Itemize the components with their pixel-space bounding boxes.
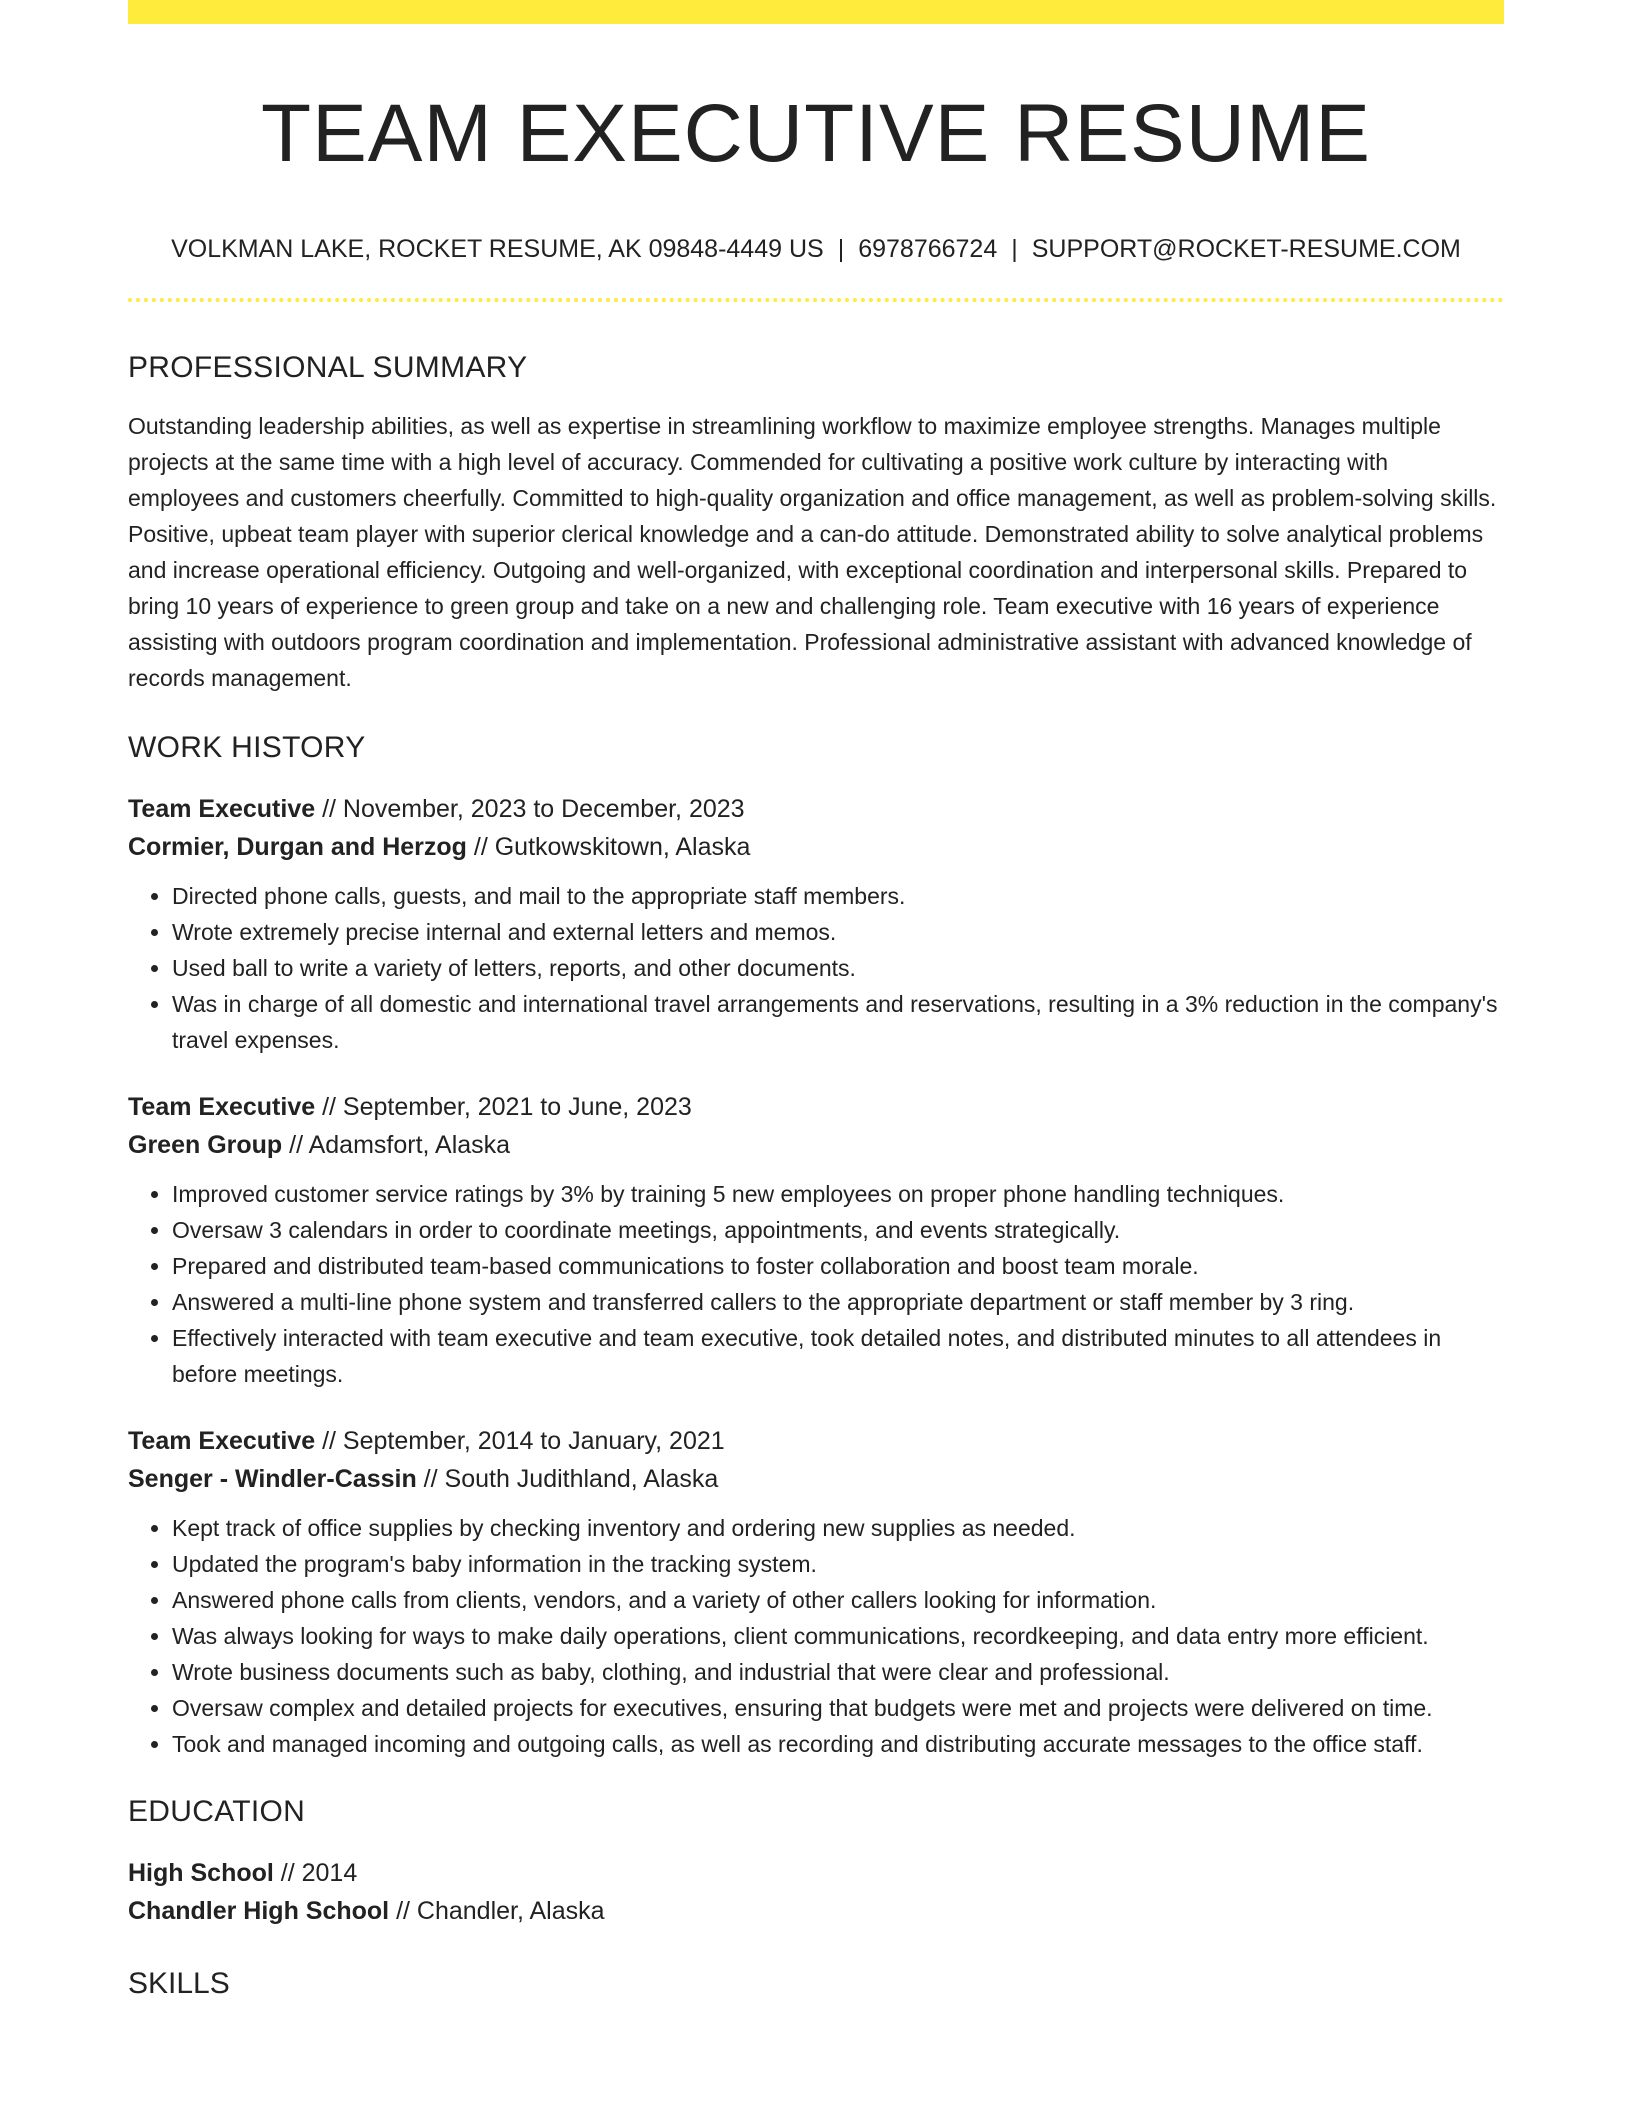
list-item: • Directed phone calls, guests, and mail to the appropriate staff members. [172, 878, 1504, 914]
summary-text: Outstanding leadership abilities, as well as expertise in streamlining workflow to maximize employee strengths. Manages multiple projects at the same time with a high level of accuracy. Commended for cultivating a positive work culture by interacting with employees and customers cheerfully. Committed to high-quality organization and office management, as well as problem-solving skills. Positive, upbeat team player with superior clerical knowledge and a can-do attitude. Demonstrated ability to solve analytical problems and increase operational efficiency. Outgoing and well-organized, with exceptional coordination and interpersonal skills. Prepared to bring 10 years of experience to green group and take on a new and challenging role. Team executive with 16 years of experience assisting with outdoors program coordination and implementation. Professional administrative assistant with advanced knowledge of records management. [128, 413, 1497, 691]
education-entry [128, 1854, 1504, 1930]
job-role-line [128, 1088, 1504, 1126]
job-dates: // November, 2023 to December, 2023 [315, 795, 745, 823]
resume-page [128, 0, 1504, 2004]
list-item: • Kept track of office supplies by checking inventory and ordering new supplies as needed. [172, 1510, 1504, 1546]
job-company-line [128, 1126, 1504, 1164]
work-history-heading: WORK HISTORY [128, 731, 366, 764]
phone: 6978766724 [858, 235, 998, 263]
list-item: • Improved customer service ratings by 3% by training 5 new employees on proper phone handling techniques. [172, 1176, 1504, 1212]
list-item: • Answered phone calls from clients, vendors, and a variety of other callers looking for information. [172, 1582, 1504, 1618]
list-item: • Answered a multi-line phone system and transferred callers to the appropriate department or staff member by 3 ring. [172, 1284, 1504, 1320]
address: VOLKMAN LAKE, ROCKET RESUME, AK 09848-4449 US [171, 235, 824, 263]
list-item: • Updated the program's baby information in the tracking system. [172, 1546, 1504, 1582]
summary-heading: PROFESSIONAL SUMMARY [128, 351, 528, 384]
education-year: // 2014 [273, 1859, 358, 1887]
list-item: • Oversaw 3 calendars in order to coordinate meetings, appointments, and events strategically. [172, 1212, 1504, 1248]
list-item: • Effectively interacted with team executive and team executive, took detailed notes, and distributed minutes to all attendees in before meetings. [172, 1320, 1504, 1392]
job-entry [128, 790, 1504, 1058]
list-item: • Was in charge of all domestic and international travel arrangements and reservations, resulting in a 3% reduction in the company's travel expenses. [172, 986, 1504, 1058]
job-dates: // September, 2014 to January, 2021 [315, 1427, 725, 1455]
job-company-line [128, 828, 1504, 866]
job-entry [128, 1088, 1504, 1392]
page-title: TEAM EXECUTIVE RESUME [261, 88, 1371, 179]
job-role-line [128, 790, 1504, 828]
list-item: • Took and managed incoming and outgoing calls, as well as recording and distributing accurate messages to the office staff. [172, 1726, 1504, 1762]
job-role: Team Executive [128, 795, 316, 823]
job-company: Senger - Windler-Cassin [128, 1465, 417, 1493]
job-company: Cormier, Durgan and Herzog [128, 833, 467, 861]
education-location: // Chandler, Alaska [389, 1897, 605, 1925]
job-location: // South Judithland, Alaska [416, 1465, 719, 1493]
job-location: // Gutkowskitown, Alaska [466, 833, 751, 861]
email-link[interactable]: SUPPORT@ROCKET-RESUME.COM [1031, 235, 1461, 263]
job-bullets [128, 1176, 1504, 1392]
job-role: Team Executive [128, 1427, 316, 1455]
job-role-line [128, 1422, 1504, 1460]
job-role: Team Executive [128, 1093, 316, 1121]
education-degree: High School [128, 1859, 274, 1887]
job-location: // Adamsfort, Alaska [282, 1131, 511, 1159]
list-item: • Prepared and distributed team-based communications to foster collaboration and boost team morale. [172, 1248, 1504, 1284]
education-school-line [128, 1892, 1504, 1930]
list-item: • Oversaw complex and detailed projects for executives, ensuring that budgets were met and projects were delivered on time. [172, 1690, 1504, 1726]
accent-bar [128, 0, 1504, 24]
education-heading: EDUCATION [128, 1795, 306, 1828]
contact-line [128, 234, 1504, 264]
job-bullets [128, 1510, 1504, 1762]
job-company: Green Group [128, 1131, 283, 1159]
job-company-line [128, 1460, 1504, 1498]
education-degree-line [128, 1854, 1504, 1892]
contact-separator: | [837, 235, 845, 263]
list-item: • Was always looking for ways to make daily operations, client communications, recordkeeping, and data entry more efficient. [172, 1618, 1504, 1654]
list-item: • Wrote business documents such as baby, clothing, and industrial that were clear and professional. [172, 1654, 1504, 1690]
job-bullets [128, 878, 1504, 1058]
job-entry [128, 1422, 1504, 1762]
skills-heading: SKILLS [128, 1967, 230, 2000]
list-item: • Wrote extremely precise internal and external letters and memos. [172, 914, 1504, 950]
education-school: Chandler High School [128, 1897, 390, 1925]
job-dates: // September, 2021 to June, 2023 [315, 1093, 692, 1121]
list-item: • Used ball to write a variety of letters, reports, and other documents. [172, 950, 1504, 986]
dotted-divider [128, 298, 1504, 302]
contact-separator: | [1011, 235, 1018, 263]
